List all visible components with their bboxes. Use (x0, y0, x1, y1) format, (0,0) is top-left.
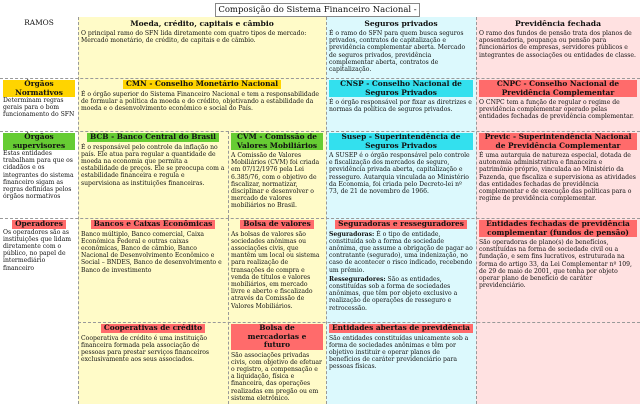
header-moeda (78, 17, 326, 78)
cnsp-text: É o órgão responsável por fixar as diretrizes e normas da política de seguros privados. (329, 99, 472, 114)
bancos-title: Bancos e Caixas Econômicas (91, 220, 216, 229)
bancos-text: Banco múltiplo, Banco comercial, Caixa Econômica Federal e outras caixas econômicas, Banco de câmbio, Banco Nacional de Desenvolvimento Econômico e Social – BNDES, Banco de desenvolvimento e Banco de investimento (81, 230, 222, 274)
bcb-title: BCB - Banco Central do Brasil (87, 133, 219, 142)
cvm-text: A Comissão de Valores Mobiliários (CVM) foi criada em 07/12/1976 pela Lei 6.385/76, com o objetivo de fiscalizar, normatizar, disciplinar e desenvolver o mercado de valores mobiliários no Brasil. (231, 152, 320, 210)
resseguradores-desc: São as entidades, constituídas sob a forma de sociedades anônimas, que têm por objeto exclusivo a realização de operações de resseguro e retrocessão. (329, 275, 458, 312)
normativos-text: Determinam regras gerais para o bom funcionamento do SFN (3, 97, 75, 119)
cmn-title: CMN - Conselho Monetário Nacional (123, 80, 281, 89)
susep-title: Susep - Superintendência de Seguros Privados (329, 133, 473, 150)
page-title: Composição do Sistema Financeiro Nacional - (215, 3, 420, 17)
cvm-title: CVM - Comissão de Valores Mobiliários (231, 133, 323, 150)
header-ramos: RAMOS (24, 18, 54, 27)
seguradoras-text (329, 231, 473, 274)
susep-cell (326, 131, 476, 218)
cooperativas-cell (78, 322, 228, 404)
bolsa-valores-title: Bolsa de valores (240, 220, 314, 229)
cnpc-text: O CNPC tem a função de regular o regime de previdência complementar operado pelas entidades fechadas de previdência complementar. (479, 99, 634, 121)
header-moeda-text: O principal ramo do SFN lida diretamente com quatro tipos de mercado: Mercado monetário, de crédito, de capitais e de câmbio. (81, 30, 307, 45)
entidades-abertas-title: Entidades abertas de previdência (329, 324, 473, 333)
operadores-label: Operadores (12, 220, 66, 229)
cnsp-cell (326, 78, 476, 131)
empty-cell (476, 322, 640, 404)
row-operadores-label (0, 218, 78, 404)
cnpc-title: CNPC - Conselho Nacional de Previdência Complementar (479, 80, 637, 97)
operadores-text: Os operadores são as instituições que lidam diretamente com o público, no papel de intermediário financeiro (3, 228, 72, 272)
bcb-text: É o responsável pelo controle da inflação no país. Ele atua para regular a quantidade de moeda na economia que permita a estabilidade de preços. Ele se preocupa com a estabilidade financeira e regula e supervisiona as instituições financeiras. (81, 143, 225, 187)
header-seguros-text: É o ramo do SFN para quem busca seguros privados, contratos de capitalização e previdência complementar aberta. Mercado de seguros privados, previdência complementar aberta, contratos de capitalização. (329, 30, 466, 74)
cmn-text: É o órgão superior do Sistema Financeiro Nacional e tem a responsabilidade de formular a política da moeda e do crédito, objetivando a estabilidade da moeda e o desenvolvimento econômico e social do País. (81, 90, 319, 112)
normativos-label: Órgãos Normativos (3, 80, 75, 97)
entidades-fechadas-cell (476, 218, 640, 322)
resseguradores-label: Resseguradores: (329, 275, 386, 283)
cnsp-title: CNSP - Conselho Nacional de Seguros Privados (329, 80, 473, 97)
header-moeda-title: Moeda, crédito, capitais e câmbio (130, 19, 274, 28)
header-previdencia (476, 17, 640, 78)
row-supervisores-label (0, 131, 78, 218)
bolsa-valores-cell (228, 218, 326, 322)
cmn-cell (78, 78, 326, 131)
cnpc-cell (476, 78, 640, 131)
row-normativos-label (0, 78, 78, 131)
previc-title: Previc - Superintendência Nacional de Previdência Complementar (479, 133, 637, 150)
header-previdencia-title: Previdência fechada (515, 19, 601, 28)
bcb-cell (78, 131, 228, 218)
seguradoras-cell (326, 218, 476, 322)
seguradoras-label: Seguradoras: (329, 230, 375, 238)
header-seguros-title: Seguros privados (364, 19, 438, 28)
previc-text: É uma autarquia de natureza especial, dotada de autonomia administrativa e financeira e patrimônio próprio, vinculada ao Ministério da Fazenda, que fiscaliza e supervisiona as atividades das entidades fechadas de previdência complementar e de execução das políticas para o regime de previdência complementar. (479, 152, 636, 203)
cvm-cell (228, 131, 326, 218)
header-seguros (326, 17, 476, 78)
cooperativas-title: Cooperativas de crédito (101, 324, 205, 333)
entidades-abertas-text: São entidades constituídas unicamente sob a forma de sociedades anônimas e têm por objetivo instituir e operar planos de benefícios de caráter previdenciário para pessoas físicas. (329, 334, 469, 371)
bancos-cell (78, 218, 228, 322)
entidades-fechadas-title: Entidades fechadas de previdência complementar (fundos de pensão) (479, 220, 637, 237)
entidades-abertas-cell (326, 322, 476, 404)
entidades-fechadas-text: São operadoras de plano(s) de benefícios, constituídas na forma de sociedade civil ou a fundação, e sem fins lucrativos, estruturada na forma do artigo 33, da Lei Complementar nº 109, de 29 de maio de 2001, que tenha por objeto operar plano de benefício de caráter previdenciário. (479, 239, 632, 290)
header-previdencia-text: O ramo dos fundos de pensão trata dos planos de aposentadoria, poupança ou pensão para funcionários de empresas, servidores públicos e integrantes de associações ou entidades de classe. (479, 30, 636, 59)
supervisores-text: Estas entidades trabalham para que os cidadãos e os integrantes do sistema financeiro sigam as regras definidas pelos órgãos normativos (3, 150, 74, 201)
seguradoras-title: Seguradoras e resseguradores (335, 220, 467, 229)
previc-cell (476, 131, 640, 218)
resseguradores-text (329, 276, 473, 312)
bolsa-mercadorias-cell (228, 322, 326, 404)
bolsa-valores-text: As bolsas de valores são sociedades anônimas ou associações civis, que mantêm um local ou sistema para realização de transações de compra e venda de títulos e valores mobiliários, em mercado livre e aberto e fiscalizado através da Comissão de Valores Mobiliários. (231, 230, 320, 310)
susep-text: A SUSEP é o órgão responsável pelo controle e fiscalização dos mercados de seguro, previdência privada aberta, capitalização e resseguro. Autarquia vinculada ao Ministério da Economia, foi criada pelo Decreto-lei nº 73, de 21 de novembro de 1966. (329, 152, 470, 196)
cooperativas-text: Cooperativa de crédito é uma instituição financeira formada pela associação de pessoas para prestar serviços financeiros exclusivamente aos seus associados. (81, 334, 210, 364)
seguradoras-desc: É o tipo de entidade, constituída sob a forma de sociedade anônima, que assume a obrigação de pagar ao contratante (segurado), uma indenização, no caso de acontecer o risco indicado, recebendo um prêmio. (329, 230, 473, 274)
supervisores-label: Órgãos supervisores (3, 133, 75, 150)
bolsa-mercadorias-text: São associações privadas civis, com objetivo de efetuar o registro, a compensação e a liquidação, física e financeira, das operações realizadas em pregão ou em sistema eletrônico. (231, 351, 322, 402)
bolsa-mercadorias-title: Bolsa de mercadorias e futuro (231, 324, 323, 350)
